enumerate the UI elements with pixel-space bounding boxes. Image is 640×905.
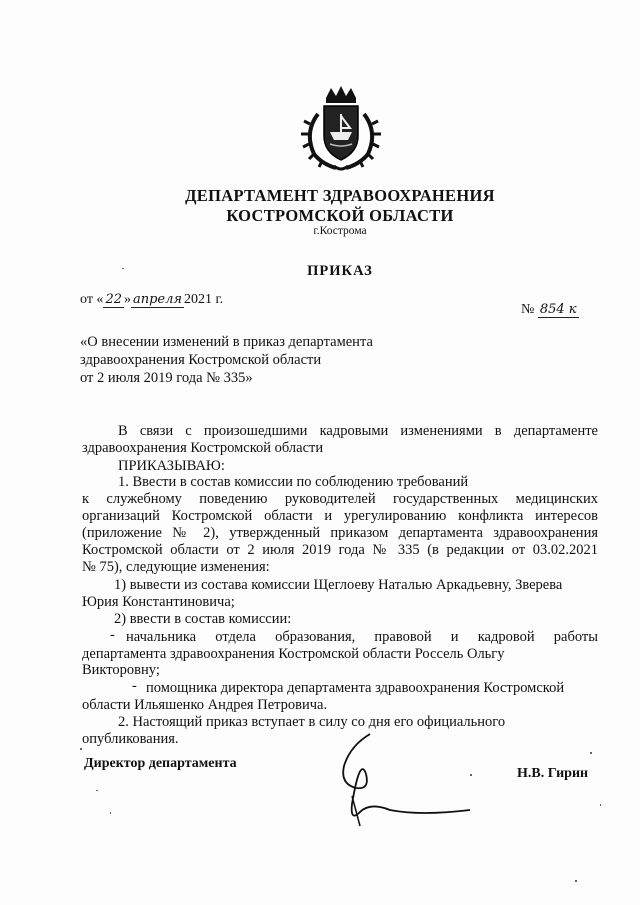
subitem-1-line: Юрия Константиновича;: [82, 594, 235, 610]
scan-speck: [470, 774, 472, 776]
number-prefix: №: [521, 302, 535, 317]
order-subject: [80, 333, 373, 387]
dash-item-2-line: области Ильяшенко Андрея Петровича.: [82, 697, 328, 713]
order-date: [80, 292, 223, 308]
intro-line: здравоохранения Костромской области: [82, 440, 324, 456]
subject-line: «О внесении изменений в приказ департамента: [80, 334, 373, 350]
subitem-2-line: 2) ввести в состав комиссии:: [114, 611, 292, 627]
order-title: ПРИКАЗ: [307, 263, 373, 279]
department-title-line1: ДЕПАРТАМЕНТ ЗДРАВООХРАНЕНИЯ: [185, 186, 495, 205]
order-number: [521, 302, 579, 318]
scan-speck: [80, 748, 82, 750]
dash-item-2-line: помощника директора департамента здравоохранения Костромской: [146, 680, 565, 696]
date-year: 2021 г.: [184, 292, 224, 307]
dash-item-1-line: департамента здравоохранения Костромской области Россель Ольгу: [82, 646, 505, 662]
city-label: г.Кострома: [313, 225, 367, 237]
paragraph-1-line: № 75), следующие изменения:: [82, 559, 270, 575]
number-handwritten: 854 к: [539, 302, 577, 317]
dash-marker: -: [110, 627, 115, 643]
scan-speck: [122, 268, 124, 269]
paragraph-2-line: 2. Настоящий приказ вступает в силу со дня его официального: [118, 714, 506, 730]
command-text: ПРИКАЗЫВАЮ:: [118, 458, 225, 474]
paragraph-1-line: организаций Костромской области и урегулированию конфликта интересов: [82, 508, 598, 524]
scan-speck: [96, 790, 98, 791]
scan-speck: [590, 752, 592, 754]
dash-marker: -: [132, 678, 137, 694]
dash-item-1-line: начальника отдела образования, правовой и кадровой работы: [126, 629, 598, 645]
intro-line: В связи с произошедшими кадровыми изменениями в департаменте: [118, 423, 598, 439]
date-month-handwritten: апреля: [132, 292, 183, 307]
scan-speck: [575, 880, 577, 882]
dash-item-1-line: Викторовну;: [82, 662, 160, 678]
subject-line: здравоохранения Костромской области: [80, 352, 322, 368]
paragraph-1-line: Костромской области от 2 июля 2019 года № 335 (в редакции от 03.02.2021: [82, 542, 598, 558]
handwritten-signature: [330, 726, 480, 836]
subitem-1-line: 1) вывести из состава комиссии Щеглоеву Наталью Аркадьевну, Зверева: [114, 577, 563, 593]
paragraph-1-line: 1. Ввести в состав комиссии по соблюдению требований: [118, 474, 469, 490]
subject-line: от 2 июля 2019 года № 335»: [80, 370, 253, 386]
date-day-handwritten: 22: [105, 292, 122, 307]
paragraph-2-line: опубликования.: [82, 731, 179, 747]
paragraph-1-line: к служебному поведению руководителей государственных медицинских: [82, 491, 598, 507]
signatory-position: Директор департамента: [84, 756, 237, 771]
date-prefix: от «: [80, 292, 104, 307]
coat-of-arms-emblem: [296, 84, 386, 174]
scan-speck: [110, 812, 111, 814]
scan-speck: [600, 804, 601, 806]
paragraph-1-line: (приложение № 2), утвержденный приказом департамента здравоохранения: [82, 525, 598, 541]
date-mid: »: [123, 292, 131, 307]
department-title-line2: КОСТРОМСКОЙ ОБЛАСТИ: [226, 206, 454, 225]
signatory-name: Н.В. Гирин: [517, 766, 589, 781]
